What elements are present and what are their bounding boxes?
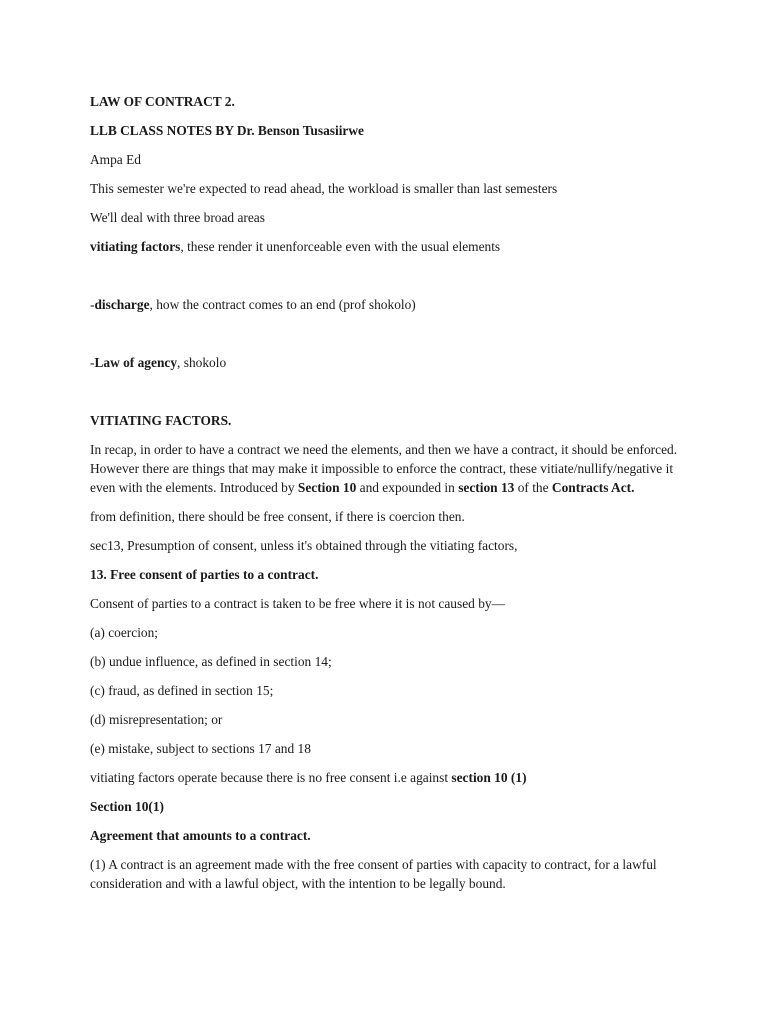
- agreement-heading: Agreement that amounts to a contract.: [90, 828, 311, 843]
- sec10-text: (1) A contract is an agreement made with the free consent of parties with capacity to contract, for a lawful consideration and with a lawful object, with the intention to be legally bound.: [90, 857, 657, 891]
- areas-intro: We'll deal with three broad areas: [90, 210, 265, 225]
- intro-paragraph: This semester we're expected to read ahead, the workload is smaller than last semesters: [90, 181, 558, 196]
- doc-title: LAW OF CONTRACT 2.: [90, 94, 235, 109]
- recap-paragraph: In recap, in order to have a contract we need the elements, and then we have a contract, it should be enforced. However there are things that may make it impossible to enforce the contract, these vitiate/nullify/negative it even with the elements. Introduced by Section 10 and expounded in section 13 of the Contracts Act.: [90, 442, 678, 495]
- spacer: [90, 382, 690, 411]
- list-item-e: (e) mistake, subject to sections 17 and 18: [90, 741, 311, 756]
- sec10-heading: Section 10(1): [90, 799, 165, 814]
- spacer: [90, 266, 690, 295]
- sec13-note: sec13, Presumption of consent, unless it's obtained through the vitiating factors,: [90, 538, 518, 553]
- list-item-c: (c) fraud, as defined in section 15;: [90, 683, 274, 698]
- definition-note: from definition, there should be free consent, if there is coercion then.: [90, 509, 465, 524]
- area-discharge: -discharge, how the contract comes to an end (prof shokolo): [90, 297, 416, 312]
- sec13-heading: 13. Free consent of parties to a contract.: [90, 567, 319, 582]
- list-item-b: (b) undue influence, as defined in section 14;: [90, 654, 332, 669]
- list-item-a: (a) coercion;: [90, 625, 159, 640]
- consent-lead: Consent of parties to a contract is taken to be free where it is not caused by—: [90, 596, 505, 611]
- list-item-d: (d) misrepresentation; or: [90, 712, 223, 727]
- doc-author: Ampa Ed: [90, 152, 141, 167]
- operate-paragraph: vitiating factors operate because there is no free consent i.e against section 10 (1): [90, 770, 527, 785]
- spacer: [90, 324, 690, 353]
- section-heading: VITIATING FACTORS.: [90, 413, 232, 428]
- area-vitiating-factors: vitiating factors, these render it unenforceable even with the usual elements: [90, 239, 501, 254]
- document-page: [90, 92, 690, 903]
- area-agency: -Law of agency, shokolo: [90, 355, 227, 370]
- doc-subtitle: LLB CLASS NOTES BY Dr. Benson Tusasiirwe: [90, 123, 364, 138]
